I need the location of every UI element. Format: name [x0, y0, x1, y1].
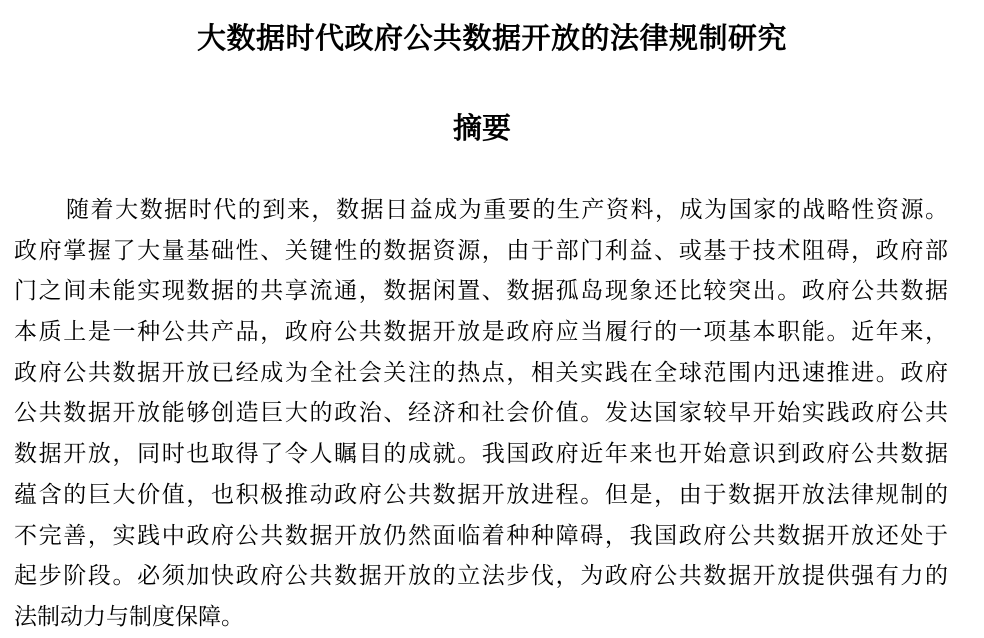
abstract-line: 本质上是一种公共产品，政府公共数据开放是政府应当履行的一项基本职能。近年来， [14, 319, 948, 346]
abstract-line: 公共数据开放能够创造巨大的政治、经济和社会价值。发达国家较早开始实践政府公共 [14, 400, 948, 427]
abstract-line: 不完善，实践中政府公共数据开放仍然面临着种种障碍，我国政府公共数据开放还处于 [14, 522, 948, 549]
abstract-line: 政府掌握了大量基础性、关键性的数据资源，由于部门利益、或基于技术阻碍，政府部 [14, 237, 948, 264]
abstract-line: 起步阶段。必须加快政府公共数据开放的立法步伐，为政府公共数据开放提供强有力的 [14, 563, 948, 590]
abstract-heading: 摘要 [452, 111, 511, 145]
abstract-line: 数据开放，同时也取得了令人瞩目的成就。我国政府近年来也开始意识到政府公共数据 [14, 441, 948, 468]
abstract-line: 法制动力与制度保障。 [14, 603, 244, 630]
abstract-line: 政府公共数据开放已经成为全社会关注的热点，相关实践在全球范围内迅速推进。政府 [14, 359, 948, 386]
abstract-paragraph [14, 190, 948, 638]
document-title: 大数据时代政府公共数据开放的法律规制研究 [196, 21, 787, 55]
abstract-line: 门之间未能实现数据的共享流通，数据闲置、数据孤岛现象还比较突出。政府公共数据 [14, 278, 948, 305]
abstract-line: 随着大数据时代的到来，数据日益成为重要的生产资料，成为国家的战略性资源。 [66, 197, 948, 223]
abstract-line: 蕴含的巨大价值，也积极推动政府公共数据开放进程。但是，由于数据开放法律规制的 [14, 481, 948, 508]
